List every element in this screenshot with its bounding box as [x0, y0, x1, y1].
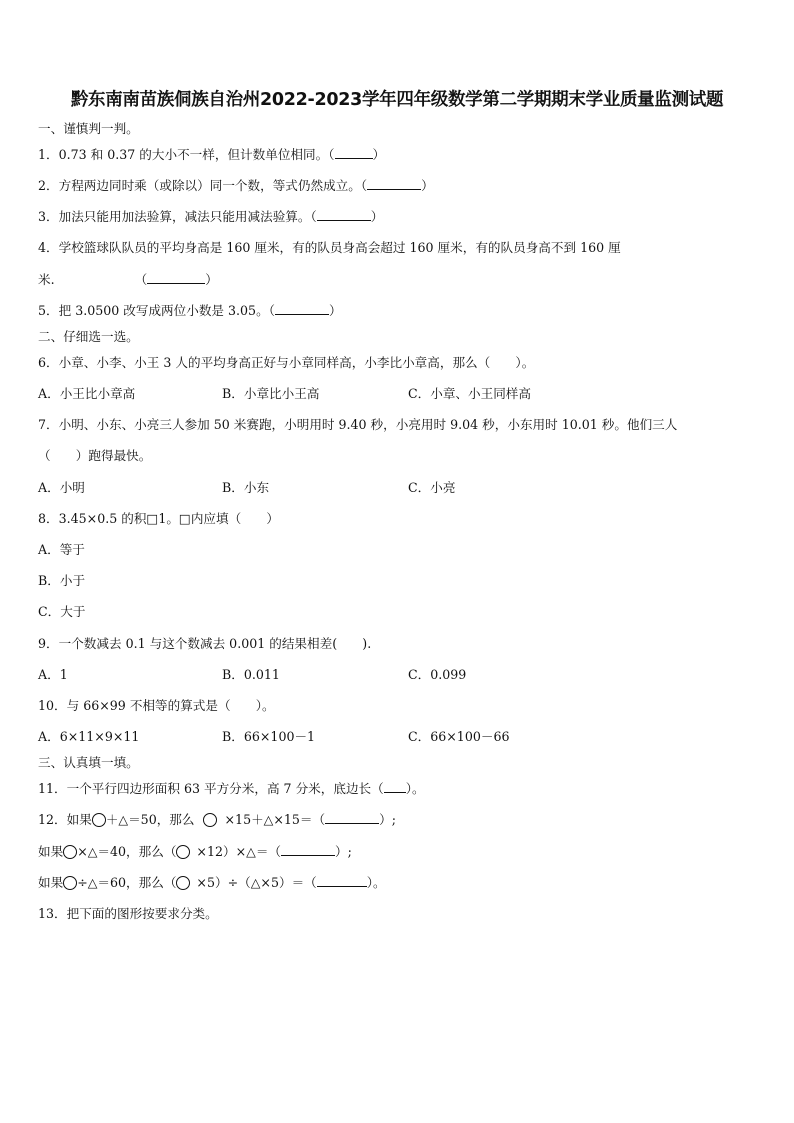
question-1-end: ）: [372, 147, 386, 162]
question-12-line-3: [38, 874, 386, 892]
circle-icon: [176, 876, 190, 890]
q7-option-b[interactable]: B．小东: [222, 480, 270, 495]
q12b-end: ）;: [335, 844, 352, 859]
q10-option-b[interactable]: B．66×100－1: [222, 729, 316, 744]
q10-option-c[interactable]: C．66×100－66: [408, 729, 510, 744]
question-8: 8．3.45×0.5 的积□1。□内应填（ ）: [38, 511, 279, 526]
q12c-post: ×5）÷（△×5）＝（: [196, 875, 317, 890]
answer-blank-3[interactable]: [317, 208, 371, 221]
circle-icon: [63, 845, 77, 859]
question-1-text: 1．0.73 和 0.37 的大小不一样，但计数单位相同。（: [38, 147, 335, 162]
section-heading-judge: 一、谨慎判一判。: [38, 121, 139, 136]
question-12-line-1: [38, 811, 396, 829]
question-12-line-2: [38, 843, 352, 861]
q12b-post: ×12）×△＝（: [196, 844, 282, 859]
page-title: 黔东南南苗族侗族自治州2022-2023学年四年级数学第二学期期末学业质量监测试题: [70, 90, 724, 110]
q12a-post: ×15＋△×15＝（: [224, 812, 326, 827]
q12a-mid: ＋△＝50，那么: [105, 812, 195, 827]
question-4-continuation: [38, 271, 218, 289]
section-heading-choose: 二、仔细选一选。: [38, 329, 139, 344]
q12c-end: ）。: [366, 875, 386, 890]
circle-icon: [176, 845, 190, 859]
question-4-paren-open: （: [134, 272, 148, 287]
answer-blank-1[interactable]: [335, 146, 373, 159]
answer-blank-5[interactable]: [275, 302, 329, 315]
q7-option-a[interactable]: A．小明: [38, 480, 85, 495]
q9-option-c[interactable]: C．0.099: [408, 667, 467, 682]
q12a-end: ）;: [379, 812, 396, 827]
question-4-cont-text: 米.: [38, 272, 55, 287]
question-13: 13．把下面的图形按要求分类。: [38, 906, 218, 921]
q6-option-b[interactable]: B．小章比小王高: [222, 386, 320, 401]
q12c-mid: ÷△＝60，那么（: [77, 875, 177, 890]
answer-blank-12a[interactable]: [325, 811, 379, 824]
q8-option-c[interactable]: C．大于: [38, 604, 86, 619]
question-9: 9．一个数减去 0.1 与这个数减去 0.001 的结果相差( ).: [38, 636, 372, 651]
answer-blank-12c[interactable]: [317, 874, 367, 887]
question-3: [38, 208, 383, 226]
circle-icon: [63, 876, 77, 890]
question-5-end: ）: [328, 303, 342, 318]
question-3-text: 3．加法只能用加法验算，减法只能用减法验算。（: [38, 209, 317, 224]
question-10: 10．与 66×99 不相等的算式是（ ）。: [38, 698, 275, 713]
q12b-mid: ×△＝40，那么（: [77, 844, 177, 859]
q8-option-b[interactable]: B．小于: [38, 573, 86, 588]
question-7-continuation: （ ）跑得最快。: [38, 448, 152, 463]
question-3-end: ）: [370, 209, 384, 224]
q10-option-a[interactable]: A．6×11×9×11: [38, 729, 140, 744]
q9-option-a[interactable]: A．1: [38, 667, 68, 682]
question-5: [38, 302, 342, 320]
q6-option-a[interactable]: A．小王比小章高: [38, 386, 136, 401]
question-2-end: ）: [421, 178, 434, 193]
q9-option-b[interactable]: B．0.011: [222, 667, 280, 682]
question-2: [38, 177, 434, 195]
question-4-end: ）: [205, 272, 218, 287]
question-6: 6．小章、小李、小王 3 人的平均身高正好与小章同样高，小李比小章高，那么（ ）。: [38, 355, 535, 370]
question-4: 4．学校篮球队队员的平均身高是 160 厘米，有的队员身高会超过 160 厘米，有的队员身高不到 160 厘: [38, 240, 621, 255]
question-7: 7．小明、小东、小亮三人参加 50 米赛跑，小明用时 9.40 秒，小亮用时 9.04 秒，小东用时 10.01 秒。他们三人: [38, 417, 678, 432]
circle-icon: [92, 813, 106, 827]
q8-option-a[interactable]: A．等于: [38, 542, 85, 557]
section-heading-fill: 三、认真填一填。: [38, 755, 139, 770]
answer-blank-12b[interactable]: [281, 843, 335, 856]
question-11: [38, 780, 425, 798]
answer-blank-2[interactable]: [367, 177, 421, 190]
circle-icon: [203, 813, 217, 827]
question-1: [38, 146, 385, 164]
question-11-end: ）。: [405, 781, 425, 796]
q6-option-c[interactable]: C．小章、小王同样高: [408, 386, 531, 401]
q12c-pre: 如果: [38, 875, 64, 890]
answer-blank-11[interactable]: [384, 780, 406, 793]
question-11-text: 11．一个平行四边形面积 63 平方分米，高 7 分米，底边长（: [38, 781, 384, 796]
q7-option-c[interactable]: C．小亮: [408, 480, 456, 495]
question-5-text: 5．把 3.0500 改写成两位小数是 3.05。（: [38, 303, 275, 318]
q12a-pre: 12．如果: [38, 812, 92, 827]
answer-blank-4[interactable]: [147, 271, 205, 284]
question-2-text: 2．方程两边同时乘（或除以）同一个数，等式仍然成立。（: [38, 178, 368, 193]
q12b-pre: 如果: [38, 844, 64, 859]
